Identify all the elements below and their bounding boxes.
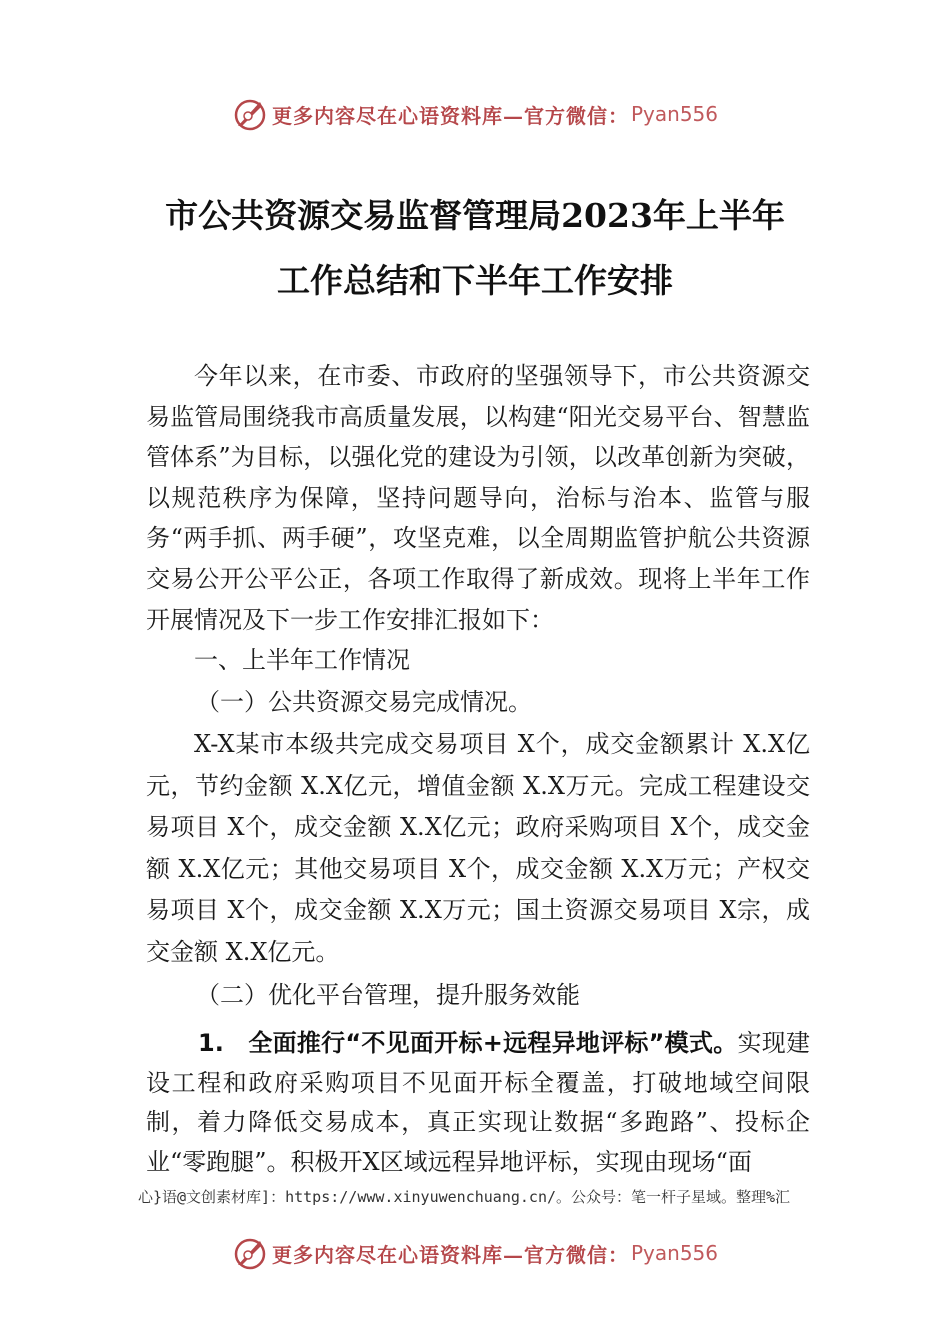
subsection-heading-1: （一）公共资源交易完成情况。 <box>196 688 532 716</box>
quill-seal-logo-icon <box>232 96 268 132</box>
banner-text: 更多内容尽在心语资料库—官方微信： <box>271 1242 629 1267</box>
banner-wechat-id: Pyan556 <box>630 1241 718 1265</box>
banner-text: 更多内容尽在心语资料库—官方微信： <box>271 103 629 128</box>
intro-paragraph: 今年以来，在市委、市政府的坚强领导下，市公共资源交易监管局围绕我市高质量发展，以构建“阳光交易平台、智慧监管体系”为目标，以强化党的建设为引领，以改革创新为突破，以规范秩序为保障，坚持问题导向，治标与治本、监管与服务“两手抓、两手硬”，攻坚克难，以全周期监管护航公共资源交易公开公平公正，各项工作取得了新成效。现将上半年工作开展情况及下一步工作安排汇报如下： <box>146 362 810 634</box>
item-1-paragraph <box>146 1024 810 1182</box>
subsection-heading-2: （二）优化平台管理，提升服务效能 <box>196 981 580 1009</box>
section-heading-1: 一、上半年工作情况 <box>194 646 410 674</box>
item-1-text: 实现建设工程和政府采购项目不见面开标全覆盖，打破地域空间限制，着力降低交易成本，真正实现让数据“多跑路”、投标企业“零跑腿”。积极开X区域远程异地评标，实现由现场“面 <box>146 1029 810 1176</box>
bottom-banner <box>0 1233 950 1273</box>
footer-source-line: 心}语@文创素材库]：https://www.xinyuwenchuang.cn/。公众号：笔一杆子星域。整理%汇 <box>138 1188 791 1206</box>
document-title-line-1: 市公共资源交易监督管理局2023年上半年 <box>165 196 785 235</box>
document-title-line-2: 工作总结和下半年工作安排 <box>277 261 673 300</box>
banner-wechat-id: Pyan556 <box>630 102 718 126</box>
item-1-lead: 1. 全面推行“不见面开标+远程异地评标”模式。 <box>198 1029 738 1057</box>
quill-seal-logo-icon <box>232 1235 268 1271</box>
transaction-summary-paragraph: X-X某市本级共完成交易项目 X个，成交金额累计 X.X亿元，节约金额 X.X亿元，增值金额 X.X万元。完成工程建设交易项目 X个，成交金额 X.X亿元；政府采购项目 X个，成交金额 X.X亿元；其他交易项目 X个，成交金额 X.X万元；产权交易项目 X个，成交金额 X.X万元；国土资源交易项目 X宗，成交金额 X.X亿元。 <box>146 730 810 966</box>
top-banner <box>0 94 950 134</box>
